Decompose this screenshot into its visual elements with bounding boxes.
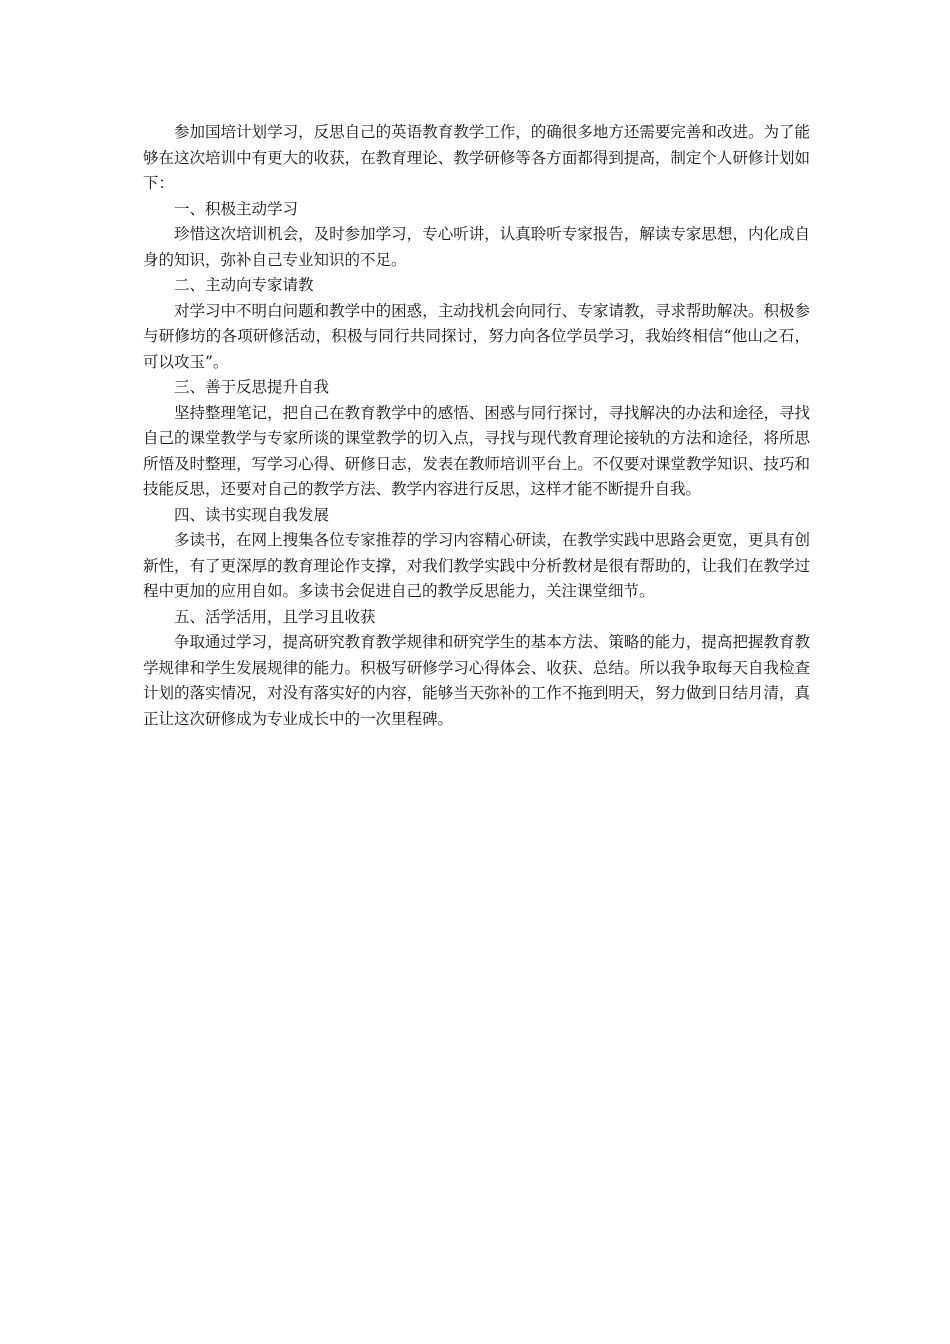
section-paragraph-2: 对学习中不明白问题和教学中的困惑，主动找机会向同行、专家请教，寻求帮助解决。积极参与研修坊的各项研修活动，积极与同行共同探讨，努力向各位学员学习，我始终相信“他山之石，可以攻玉”。 (143, 301, 810, 371)
section-heading-1: 一、积极主动学习 (174, 199, 299, 218)
document-body (143, 120, 810, 732)
section-paragraph-5: 争取通过学习，提高研究教育教学规律和研究学生的基本方法、策略的能力，提高把握教育教学规律和学生发展规律的能力。积极写研修学习心得体会、收获、总结。所以我争取每天自我检查计划的落实情况，对没有落实好的内容，能够当天弥补的工作不拖到明天，努力做到日结月清，真正让这次研修成为专业成长中的一次里程碑。 (143, 633, 810, 728)
section-paragraph-3: 坚持整理笔记，把自己在教育教学中的感悟、困惑与同行探讨，寻找解决的办法和途径，寻找自己的课堂教学与专家所谈的课堂教学的切入点，寻找与现代教育理论接轨的方法和途径，将所思所悟及时整理，写学习心得、研修日志，发表在教师培训平台上。不仅要对课堂教学知识、技巧和技能反思，还要对自己的教学方法、教学内容进行反思，这样才能不断提升自我。 (143, 403, 810, 498)
section-heading-3: 三、善于反思提升自我 (174, 378, 330, 396)
section-heading-4: 四、读书实现自我发展 (174, 505, 330, 524)
section-heading-5: 五、活学活用，且学习且收获 (174, 607, 376, 626)
section-heading-2: 二、主动向专家请教 (174, 276, 314, 294)
section-paragraph-4: 多读书，在网上搜集各位专家推荐的学习内容精心研读，在教学实践中思路会更宽，更具有创新性，有了更深厚的教育理论作支撑，对我们教学实践中分析教材是很有帮助的，让我们在教学过程中更加的应用自如。多读书会促进自己的教学反思能力，关注课堂细节。 (143, 531, 810, 600)
section-paragraph-1: 珍惜这次培训机会，及时参加学习，专心听讲，认真聆听专家报告，解读专家思想，内化成自身的知识，弥补自己专业知识的不足。 (143, 225, 810, 269)
intro-paragraph: 参加国培计划学习，反思自己的英语教育教学工作，的确很多地方还需要完善和改进。为了能够在这次培训中有更大的收获，在教育理论、教学研修等各方面都得到提高，制定个人研修计划如下： (143, 123, 810, 192)
